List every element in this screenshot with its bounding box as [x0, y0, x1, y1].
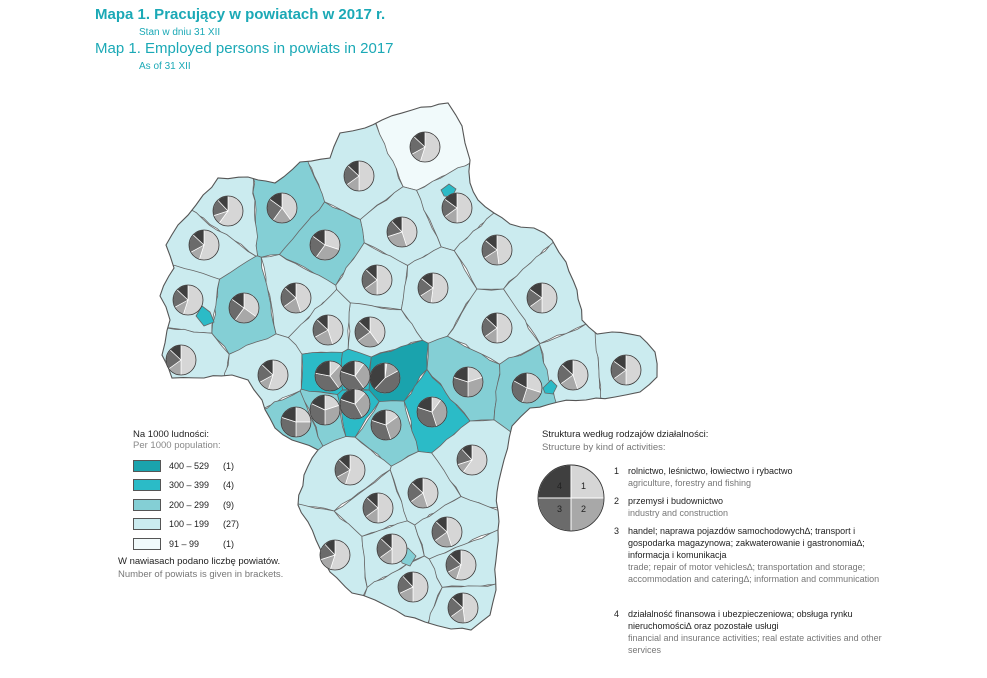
powiat-pie [340, 389, 370, 419]
structure-key-pie [535, 462, 607, 534]
powiat-pie [482, 313, 512, 343]
powiat-pie [453, 367, 483, 397]
legend-range: 200 – 299 [169, 499, 210, 510]
powiat-pie [398, 572, 428, 602]
powiat-pie [344, 161, 374, 191]
structure-item-pl: handel; naprawa pojazdów samochodowych∆; transport i gospodarka magazynowa; zakwaterowanie i gastronomia∆; informacja i komunikacja [628, 526, 865, 560]
powiat-pie [512, 373, 542, 403]
structure-key-label: 4 [557, 481, 563, 491]
powiat-pie [335, 455, 365, 485]
legend-range: 100 – 199 [169, 519, 210, 530]
map-subtitle-pl: Stan w dniu 31 XII [139, 27, 221, 38]
legend-class-row [133, 476, 313, 496]
structure-header-en: Structure by kind of activities: [542, 442, 666, 453]
structure-key-label: 3 [557, 504, 563, 514]
structure-item-number: 2 [614, 496, 620, 506]
structure-key-label: 1 [581, 481, 587, 491]
powiat-pie [482, 235, 512, 265]
legend-swatch [133, 479, 161, 491]
map-subtitle-en: As of 31 XII [139, 61, 191, 72]
powiat-pie [258, 360, 288, 390]
legend-count: (1) [223, 460, 234, 471]
structure-item-number: 1 [614, 466, 620, 476]
legend-range: 300 – 399 [169, 480, 210, 491]
structure-item-number: 3 [614, 526, 620, 536]
structure-item-en: trade; repair of motor vehicles∆; transportation and storage; accommodation and catering∆; information and communication [628, 562, 880, 584]
structure-item-en: agriculture, forestry and fishing [628, 478, 752, 488]
powiat-pie [281, 283, 311, 313]
structure-item-2 [614, 495, 904, 519]
structure-item-4 [614, 608, 904, 656]
legend-range: 91 – 99 [169, 538, 200, 549]
powiat-pie [310, 395, 340, 425]
powiat-pie [371, 410, 401, 440]
powiat-pie [340, 361, 370, 391]
legend-note-pl: W nawiasach podano liczbę powiatów. [118, 556, 281, 567]
map-title-en: Map 1. Employed persons in powiats in 2017 [95, 40, 394, 57]
structure-key-slice [538, 465, 571, 498]
powiat-pie [558, 360, 588, 390]
powiat-pie [310, 230, 340, 260]
powiat-pie [408, 478, 438, 508]
powiat-pie [173, 285, 203, 315]
legend-swatch [133, 499, 161, 511]
structure-item-en: industry and construction [628, 508, 729, 518]
powiat-pie [189, 230, 219, 260]
legend-swatch [133, 538, 161, 550]
legend-header-en: Per 1000 population: [133, 440, 221, 451]
legend-count: (4) [223, 480, 234, 491]
structure-item-pl: przemysł i budownictwo [628, 496, 724, 506]
legend-class-row [133, 495, 313, 515]
powiat-pie [363, 493, 393, 523]
powiat-pie [527, 283, 557, 313]
structure-header-pl: Struktura według rodzajów działalności: [542, 429, 709, 440]
structure-key-slice [571, 498, 604, 531]
powiat-pie [313, 315, 343, 345]
powiat-pie [410, 132, 440, 162]
structure-item-1 [614, 465, 904, 489]
legend-count: (9) [223, 499, 234, 510]
powiat-pie [418, 273, 448, 303]
structure-key-label: 2 [581, 504, 587, 514]
legend-count: (1) [223, 538, 234, 549]
density-legend [133, 429, 313, 554]
powiat-pie [355, 317, 385, 347]
legend-class-row [133, 534, 313, 554]
powiat-pie [446, 550, 476, 580]
legend-header-pl: Na 1000 ludności: [133, 429, 210, 440]
powiat-pie [213, 196, 243, 226]
powiat-pie [442, 193, 472, 223]
legend-class-row [133, 515, 313, 535]
powiat-pie [457, 445, 487, 475]
map-title-pl: Mapa 1. Pracujący w powiatach w 2017 r. [95, 6, 386, 23]
powiat-pie [448, 593, 478, 623]
legend-range: 400 – 529 [169, 460, 210, 471]
powiat-pie [320, 540, 350, 570]
legend-count: (27) [223, 519, 240, 530]
powiat-pie [432, 517, 462, 547]
powiat-pie [377, 534, 407, 564]
powiat-pie [267, 193, 297, 223]
structure-key-slice [571, 465, 604, 498]
legend-class-row [133, 456, 313, 476]
legend-swatch [133, 518, 161, 530]
legend-swatch [133, 460, 161, 472]
powiat-pie [417, 397, 447, 427]
structure-item-pl: działalność finansowa i ubezpieczeniowa; obsługa rynku nieruchomości∆ oraz pozostałe usługi [628, 609, 853, 631]
legend-note-en: Number of powiats is given in brackets. [118, 569, 284, 580]
structure-key-slice [538, 498, 571, 531]
powiat-pie [229, 293, 259, 323]
powiat-pie [166, 345, 196, 375]
powiat-pie [362, 265, 392, 295]
structure-item-3 [614, 525, 904, 585]
powiat-pie [370, 363, 400, 393]
structure-item-pl: rolnictwo, leśnictwo, łowiectwo i rybactwo [628, 466, 793, 476]
powiat-pie [387, 217, 417, 247]
powiat-pie [611, 355, 641, 385]
structure-item-en: financial and insurance activities; real estate activities and other services [628, 633, 882, 655]
structure-item-number: 4 [614, 609, 620, 619]
